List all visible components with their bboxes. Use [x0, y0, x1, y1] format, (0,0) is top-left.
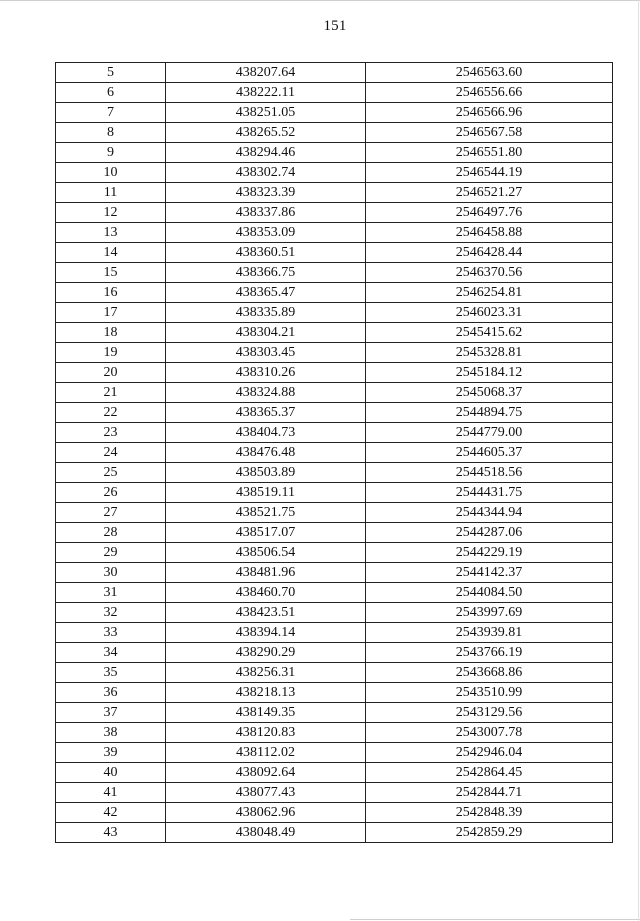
x-coordinate-cell: 438092.64 — [166, 763, 366, 783]
point-number-cell: 29 — [56, 543, 166, 563]
x-coordinate-cell: 438303.45 — [166, 343, 366, 363]
table-row — [56, 243, 613, 263]
point-number-cell: 6 — [56, 83, 166, 103]
y-coordinate-cell: 2546428.44 — [366, 243, 613, 263]
point-number-cell: 18 — [56, 323, 166, 343]
table-row — [56, 463, 613, 483]
point-number-cell: 13 — [56, 223, 166, 243]
y-coordinate-cell: 2546567.58 — [366, 123, 613, 143]
page-edge-bottom — [350, 919, 640, 920]
y-coordinate-cell: 2543766.19 — [366, 643, 613, 663]
point-number-cell: 10 — [56, 163, 166, 183]
point-number-cell: 15 — [56, 263, 166, 283]
table-row — [56, 763, 613, 783]
y-coordinate-cell: 2544084.50 — [366, 583, 613, 603]
y-coordinate-cell: 2542859.29 — [366, 823, 613, 843]
table-row — [56, 263, 613, 283]
x-coordinate-cell: 438149.35 — [166, 703, 366, 723]
x-coordinate-cell: 438265.52 — [166, 123, 366, 143]
point-number-cell: 32 — [56, 603, 166, 623]
y-coordinate-cell: 2545328.81 — [366, 343, 613, 363]
y-coordinate-cell: 2546254.81 — [366, 283, 613, 303]
table-row — [56, 103, 613, 123]
y-coordinate-cell: 2545068.37 — [366, 383, 613, 403]
y-coordinate-cell: 2544431.75 — [366, 483, 613, 503]
point-number-cell: 12 — [56, 203, 166, 223]
y-coordinate-cell: 2546551.80 — [366, 143, 613, 163]
table-row — [56, 483, 613, 503]
x-coordinate-cell: 438337.86 — [166, 203, 366, 223]
x-coordinate-cell: 438506.54 — [166, 543, 366, 563]
point-number-cell: 34 — [56, 643, 166, 663]
x-coordinate-cell: 438335.89 — [166, 303, 366, 323]
table-row — [56, 163, 613, 183]
table-row — [56, 603, 613, 623]
point-number-cell: 36 — [56, 683, 166, 703]
x-coordinate-cell: 438423.51 — [166, 603, 366, 623]
table-row — [56, 283, 613, 303]
y-coordinate-cell: 2546370.56 — [366, 263, 613, 283]
y-coordinate-cell: 2543510.99 — [366, 683, 613, 703]
table-row — [56, 703, 613, 723]
x-coordinate-cell: 438503.89 — [166, 463, 366, 483]
point-number-cell: 23 — [56, 423, 166, 443]
point-number-cell: 17 — [56, 303, 166, 323]
point-number-cell: 28 — [56, 523, 166, 543]
point-number-cell: 40 — [56, 763, 166, 783]
table-row — [56, 383, 613, 403]
table-row — [56, 63, 613, 83]
y-coordinate-cell: 2542844.71 — [366, 783, 613, 803]
x-coordinate-cell: 438360.51 — [166, 243, 366, 263]
x-coordinate-cell: 438519.11 — [166, 483, 366, 503]
table-row — [56, 403, 613, 423]
point-number-cell: 39 — [56, 743, 166, 763]
x-coordinate-cell: 438048.49 — [166, 823, 366, 843]
y-coordinate-cell: 2546544.19 — [366, 163, 613, 183]
table-row — [56, 743, 613, 763]
table-row — [56, 323, 613, 343]
x-coordinate-cell: 438365.37 — [166, 403, 366, 423]
point-number-cell: 27 — [56, 503, 166, 523]
point-number-cell: 38 — [56, 723, 166, 743]
x-coordinate-cell: 438366.75 — [166, 263, 366, 283]
y-coordinate-cell: 2546023.31 — [366, 303, 613, 323]
table-row — [56, 723, 613, 743]
y-coordinate-cell: 2544518.56 — [366, 463, 613, 483]
table-row — [56, 563, 613, 583]
table-row — [56, 303, 613, 323]
y-coordinate-cell: 2543129.56 — [366, 703, 613, 723]
x-coordinate-cell: 438207.64 — [166, 63, 366, 83]
y-coordinate-cell: 2544894.75 — [366, 403, 613, 423]
y-coordinate-cell: 2544779.00 — [366, 423, 613, 443]
table-row — [56, 363, 613, 383]
point-number-cell: 35 — [56, 663, 166, 683]
x-coordinate-cell: 438323.39 — [166, 183, 366, 203]
y-coordinate-cell: 2542946.04 — [366, 743, 613, 763]
coordinates-table-body — [56, 63, 613, 843]
x-coordinate-cell: 438481.96 — [166, 563, 366, 583]
point-number-cell: 42 — [56, 803, 166, 823]
point-number-cell: 7 — [56, 103, 166, 123]
table-row — [56, 643, 613, 663]
table-row — [56, 543, 613, 563]
point-number-cell: 16 — [56, 283, 166, 303]
point-number-cell: 22 — [56, 403, 166, 423]
x-coordinate-cell: 438365.47 — [166, 283, 366, 303]
x-coordinate-cell: 438222.11 — [166, 83, 366, 103]
x-coordinate-cell: 438218.13 — [166, 683, 366, 703]
table-row — [56, 623, 613, 643]
point-number-cell: 21 — [56, 383, 166, 403]
y-coordinate-cell: 2546556.66 — [366, 83, 613, 103]
table-row — [56, 823, 613, 843]
x-coordinate-cell: 438302.74 — [166, 163, 366, 183]
point-number-cell: 24 — [56, 443, 166, 463]
x-coordinate-cell: 438294.46 — [166, 143, 366, 163]
point-number-cell: 19 — [56, 343, 166, 363]
x-coordinate-cell: 438077.43 — [166, 783, 366, 803]
page-edge-right — [638, 0, 639, 921]
y-coordinate-cell: 2546521.27 — [366, 183, 613, 203]
point-number-cell: 9 — [56, 143, 166, 163]
point-number-cell: 43 — [56, 823, 166, 843]
x-coordinate-cell: 438353.09 — [166, 223, 366, 243]
point-number-cell: 41 — [56, 783, 166, 803]
table-row — [56, 203, 613, 223]
table-row — [56, 223, 613, 243]
x-coordinate-cell: 438517.07 — [166, 523, 366, 543]
x-coordinate-cell: 438460.70 — [166, 583, 366, 603]
x-coordinate-cell: 438112.02 — [166, 743, 366, 763]
point-number-cell: 26 — [56, 483, 166, 503]
page-number: 151 — [323, 18, 347, 34]
x-coordinate-cell: 438394.14 — [166, 623, 366, 643]
y-coordinate-cell: 2546563.60 — [366, 63, 613, 83]
table-row — [56, 183, 613, 203]
table-row — [56, 783, 613, 803]
y-coordinate-cell: 2542864.45 — [366, 763, 613, 783]
point-number-cell: 31 — [56, 583, 166, 603]
table-row — [56, 343, 613, 363]
y-coordinate-cell: 2544344.94 — [366, 503, 613, 523]
x-coordinate-cell: 438256.31 — [166, 663, 366, 683]
y-coordinate-cell: 2542848.39 — [366, 803, 613, 823]
table-row — [56, 423, 613, 443]
table-row — [56, 503, 613, 523]
point-number-cell: 11 — [56, 183, 166, 203]
y-coordinate-cell: 2543997.69 — [366, 603, 613, 623]
point-number-cell: 25 — [56, 463, 166, 483]
point-number-cell: 33 — [56, 623, 166, 643]
x-coordinate-cell: 438310.26 — [166, 363, 366, 383]
table-row — [56, 683, 613, 703]
x-coordinate-cell: 438476.48 — [166, 443, 366, 463]
x-coordinate-cell: 438304.21 — [166, 323, 366, 343]
y-coordinate-cell: 2543007.78 — [366, 723, 613, 743]
y-coordinate-cell: 2543668.86 — [366, 663, 613, 683]
table-row — [56, 803, 613, 823]
table-row — [56, 663, 613, 683]
x-coordinate-cell: 438290.29 — [166, 643, 366, 663]
x-coordinate-cell: 438324.88 — [166, 383, 366, 403]
y-coordinate-cell: 2543939.81 — [366, 623, 613, 643]
table-row — [56, 143, 613, 163]
y-coordinate-cell: 2544142.37 — [366, 563, 613, 583]
point-number-cell: 14 — [56, 243, 166, 263]
y-coordinate-cell: 2546566.96 — [366, 103, 613, 123]
x-coordinate-cell: 438062.96 — [166, 803, 366, 823]
y-coordinate-cell: 2544287.06 — [366, 523, 613, 543]
y-coordinate-cell: 2545184.12 — [366, 363, 613, 383]
y-coordinate-cell: 2545415.62 — [366, 323, 613, 343]
table-row — [56, 523, 613, 543]
coordinates-table — [55, 62, 613, 843]
x-coordinate-cell: 438251.05 — [166, 103, 366, 123]
point-number-cell: 5 — [56, 63, 166, 83]
table-row — [56, 123, 613, 143]
table-row — [56, 443, 613, 463]
y-coordinate-cell: 2544605.37 — [366, 443, 613, 463]
point-number-cell: 8 — [56, 123, 166, 143]
x-coordinate-cell: 438521.75 — [166, 503, 366, 523]
x-coordinate-cell: 438404.73 — [166, 423, 366, 443]
y-coordinate-cell: 2544229.19 — [366, 543, 613, 563]
y-coordinate-cell: 2546458.88 — [366, 223, 613, 243]
point-number-cell: 37 — [56, 703, 166, 723]
page-edge-top — [0, 0, 640, 1]
point-number-cell: 30 — [56, 563, 166, 583]
point-number-cell: 20 — [56, 363, 166, 383]
table-row — [56, 583, 613, 603]
y-coordinate-cell: 2546497.76 — [366, 203, 613, 223]
table-row — [56, 83, 613, 103]
x-coordinate-cell: 438120.83 — [166, 723, 366, 743]
